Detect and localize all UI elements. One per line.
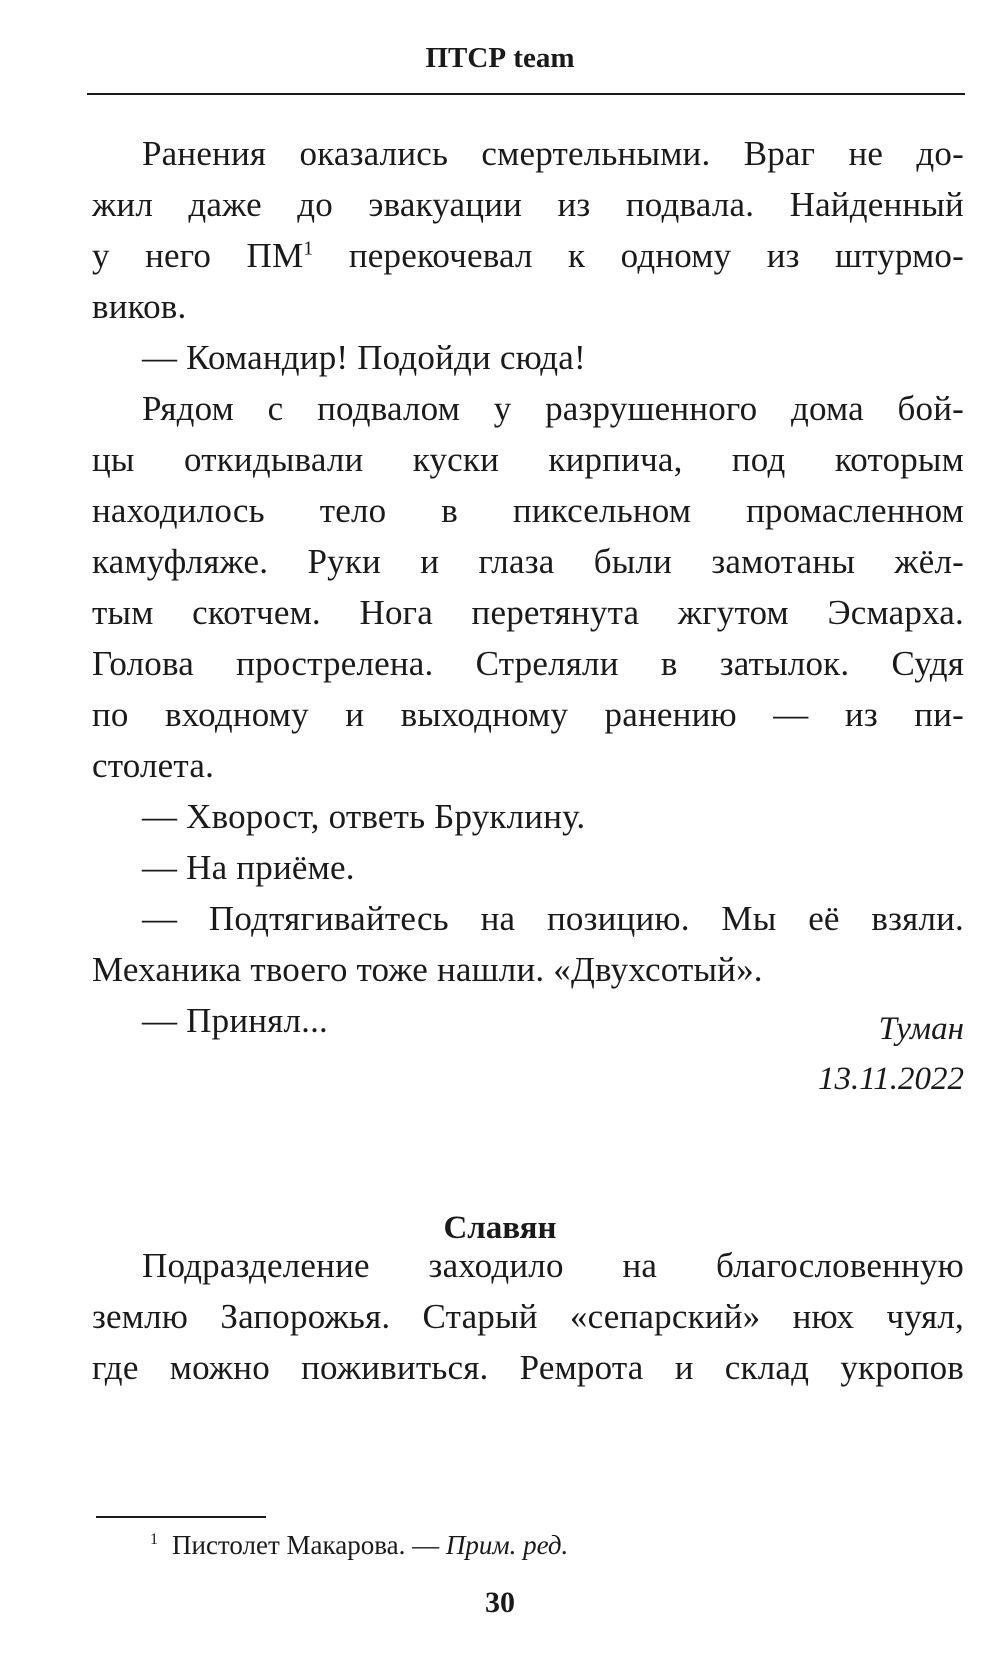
text-line: жил даже до эвакуации из подвала. Найденный — [92, 185, 964, 224]
text-line: камуфляже. Руки и глаза были замотаны жёл- — [92, 542, 964, 581]
footnote — [150, 1530, 568, 1561]
text-line: находилось тело в пиксельном промасленном — [92, 491, 964, 530]
text-fragment: у него ПМ — [92, 236, 304, 275]
dialogue-line: — Командир! Подойди сюда! — [142, 338, 586, 377]
text-line: Голова прострелена. Стреляли в затылок. Судя — [92, 644, 964, 683]
text-line — [92, 230, 964, 281]
text-line: Рядом с подвалом у разрушенного дома бой- — [142, 389, 964, 428]
footnote-note: Прим. ред. — [445, 1530, 569, 1560]
text-line: Ранения оказались смертельными. Враг не до- — [142, 134, 964, 173]
text-fragment: перекочевал к одному из штурмо- — [313, 236, 964, 275]
dialogue-line: — Принял... — [142, 1001, 329, 1040]
text-line: тым скотчем. Нога перетянута жгутом Эсмарха. — [92, 593, 964, 632]
running-header: ПТСР team — [425, 42, 575, 74]
text-line: землю Запорожья. Старый «сепарский» нюх чуял, — [92, 1297, 964, 1336]
section-title: Славян — [443, 1210, 557, 1246]
header-divider — [87, 93, 965, 95]
dialogue-line: — Хворост, ответь Бруклину. — [142, 797, 586, 836]
text-line: Подразделение заходило на благословенную — [142, 1246, 964, 1285]
text-line: столета. — [92, 746, 215, 785]
footnote-ref: 1 — [303, 237, 314, 260]
section-text — [92, 1240, 964, 1393]
dialogue-line: — Подтягивайтесь на позицию. Мы её взяли. — [142, 899, 964, 938]
footnote-text: Пистолет Макарова. — — [172, 1530, 446, 1560]
text-line: Механика твоего тоже нашли. «Двухсотый». — [92, 950, 763, 989]
dialogue-line: — На приёме. — [142, 848, 355, 887]
main-text — [92, 128, 964, 1046]
footnote-marker: 1 — [150, 1531, 158, 1548]
signature-date: 13.11.2022 — [817, 1061, 964, 1097]
text-line: по входному и выходному ранению — из пи- — [92, 695, 964, 734]
page-number: 30 — [485, 1586, 515, 1619]
text-line: где можно поживиться. Ремрота и склад укропов — [92, 1348, 964, 1387]
footnote-divider — [96, 1516, 266, 1518]
signature-author: Туман — [878, 1011, 964, 1047]
text-line: виков. — [92, 287, 187, 326]
text-line: цы откидывали куски кирпича, под которым — [92, 440, 964, 479]
